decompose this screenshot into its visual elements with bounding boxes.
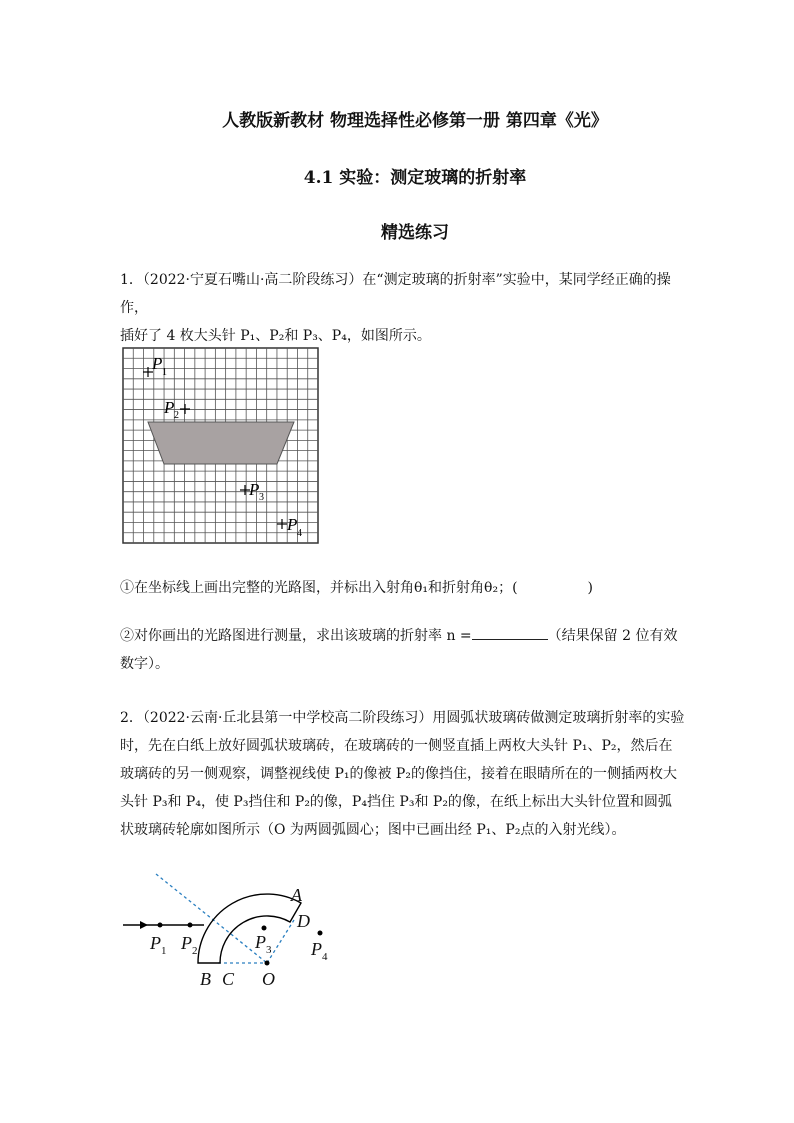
- section-title: 4.1 实验：测定玻璃的折射率: [303, 168, 527, 188]
- label-b: B: [200, 969, 211, 989]
- sub-1-text: ①在坐标线上画出完整的光路图，并标出入射角θ₁和折射角θ₂；(: [120, 580, 518, 596]
- svg-text:P: P: [152, 354, 163, 373]
- dot-p2: [188, 923, 193, 928]
- question-2-figure: [118, 868, 348, 993]
- answer-blank-2[interactable]: [472, 625, 548, 640]
- svg-text:P: P: [164, 398, 175, 417]
- dot-p1: [158, 923, 163, 928]
- question-1-sub-1: [120, 574, 690, 602]
- question-2-line-4: 头针 P₃和 P₄，使 P₃挡住和 P₂的像，P₄挡住 P₃和 P₂的像，在纸上标出大头针位置和圆弧: [120, 794, 672, 810]
- dot-p4: [318, 931, 323, 936]
- svg-text:3: 3: [259, 492, 264, 503]
- label-a: A: [291, 885, 302, 905]
- question-1-figure: [122, 347, 320, 545]
- label-d: D: [297, 911, 310, 931]
- arrow-icon: [140, 921, 148, 929]
- page-title: 人教版新教材 物理选择性必修第一册 第四章《光》: [222, 111, 608, 131]
- question-2-text: [120, 704, 690, 844]
- question-1-sub-2: [120, 622, 690, 678]
- label-p3: P: [255, 932, 266, 952]
- question-2-line-3: 玻璃砖的另一侧观察，调整视线使 P₁的像被 P₂的像挡住，接着在眼睛所在的一侧插两枚大: [120, 766, 677, 782]
- dot-p3: [262, 926, 267, 931]
- question-1-line-2: 插好了 4 枚大头针 P₁、P₂和 P₃、P₄，如图所示。: [120, 328, 431, 344]
- glass-block: [148, 422, 294, 464]
- label-p1-sub: 1: [161, 945, 167, 957]
- sub-1-close: ): [587, 580, 594, 596]
- svg-text:P: P: [287, 515, 298, 534]
- sub-2-text-b: （结果保留 2 位有效: [547, 628, 678, 644]
- section-subtitle: 精选练习: [381, 223, 449, 243]
- label-p2: P: [181, 933, 192, 953]
- svg-text:2: 2: [174, 410, 179, 421]
- question-2-line-5: 状玻璃砖轮廓如图所示（O 为两圆弧圆心；图中已画出经 P₁、P₂点的入射光线）。: [120, 822, 626, 838]
- svg-text:4: 4: [297, 528, 302, 539]
- svg-text:1: 1: [162, 367, 167, 378]
- label-o: O: [262, 969, 275, 989]
- label-p4: P: [311, 939, 322, 959]
- sub-2-text-a: ②对你画出的光路图进行测量，求出该玻璃的折射率 n =: [120, 628, 472, 644]
- dot-o: [265, 961, 270, 966]
- svg-text:P: P: [249, 480, 260, 499]
- label-c: C: [222, 969, 235, 989]
- question-1-line-1: 1．（2022·宁夏石嘴山·高二阶段练习）在“测定玻璃的折射率”实验中，某同学经正确的操作，: [120, 272, 671, 316]
- arc-glass: [198, 894, 301, 963]
- label-p1: P: [150, 933, 161, 953]
- question-1-text: [120, 266, 690, 350]
- label-p3-sub: 3: [266, 944, 272, 956]
- dashed-lines: [156, 874, 294, 963]
- question-2-line-1: 2．（2022·云南·丘北县第一中学校高二阶段练习）用圆弧状玻璃砖做测定玻璃折射率的实验: [120, 710, 685, 726]
- sub-2-text-c: 数字）。: [120, 656, 169, 672]
- question-2-line-2: 时，先在白纸上放好圆弧状玻璃砖，在玻璃砖的一侧竖直插上两枚大头针 P₁、P₂，然后在: [120, 738, 673, 754]
- label-p2-sub: 2: [192, 945, 198, 957]
- label-p4-sub: 4: [322, 951, 328, 963]
